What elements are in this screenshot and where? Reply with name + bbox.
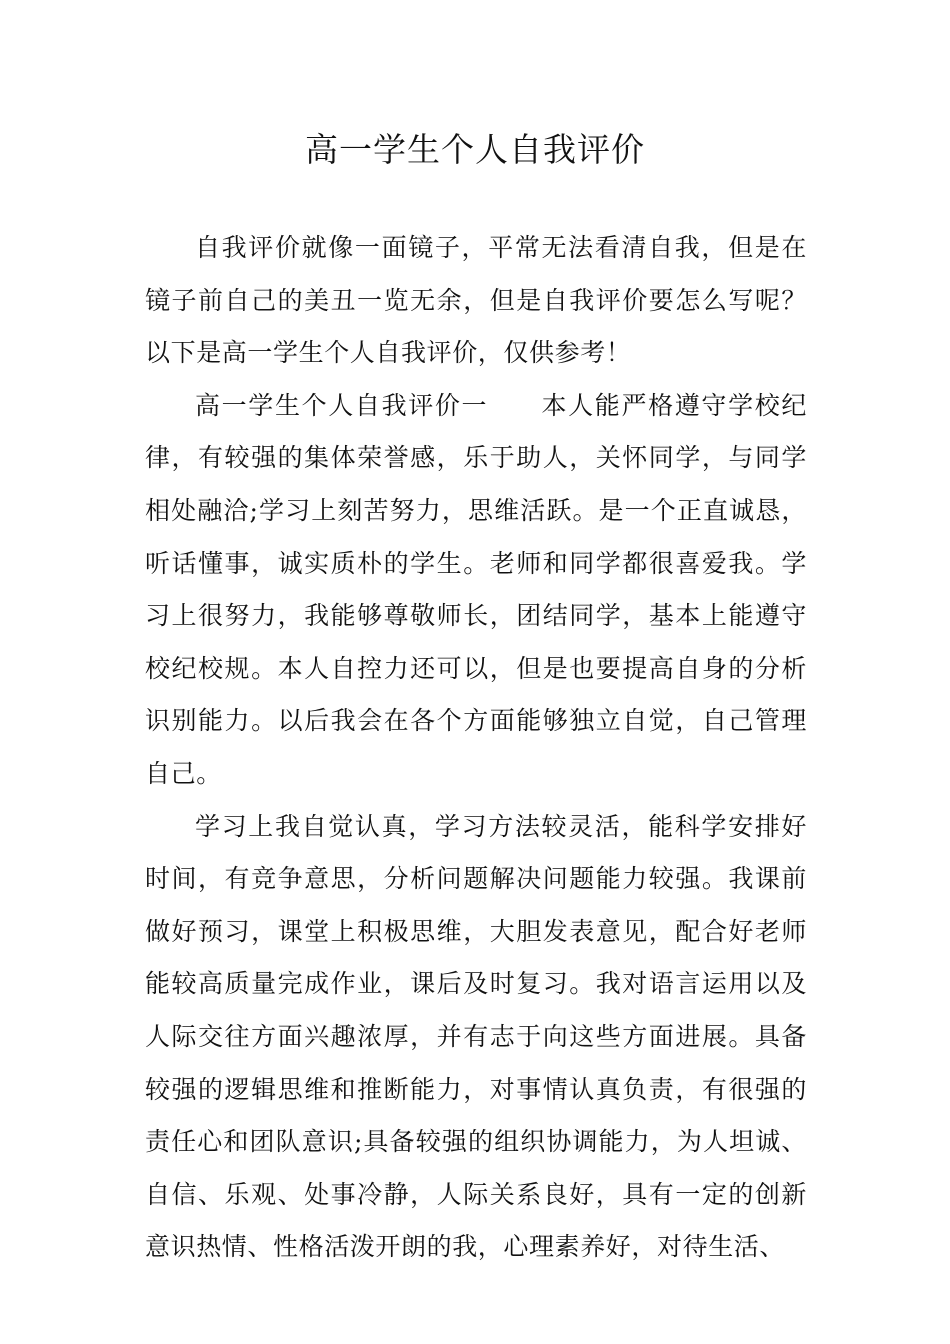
evaluation-one-paragraph: 高一学生个人自我评价一 本人能严格遵守学校纪律，有较强的集体荣誉感，乐于助人，关怀同学，与同学相处融洽;学习上刻苦努力，思维活跃。是一个正直诚恳，听话懂事，诚实质朴的学生。老师和同学都很喜爱我。学习上很努力，我能够尊敬师长，团结同学，基本上能遵守校纪校规。本人自控力还可以，但是也要提高自身的分析识别能力。以后我会在各个方面能够独立自觉，自己管理自己。 bbox=[145, 390, 807, 788]
page-title: 高一学生个人自我评价 bbox=[305, 130, 645, 169]
study-paragraph: 学习上我自觉认真，学习方法较灵活，能科学安排好时间，有竞争意思，分析问题解决问题能力较强。我课前做好预习，课堂上积极思维，大胆发表意见，配合好老师能较高质量完成作业，课后及时复习。我对语言运用以及人际交往方面兴趣浓厚，并有志于向这些方面进展。具备较强的逻辑思维和推断能力，对事情认真负责，有很强的责任心和团队意识;具备较强的组织协调能力，为人坦诚、自信、乐观、处事冷静，人际关系良好，具有一定的创新意识热情、性格活泼开朗的我，心理素养好，对待生活、 bbox=[145, 811, 807, 1262]
intro-paragraph: 自我评价就像一面镜子，平常无法看清自我，但是在镜子前自己的美丑一览无余，但是自我评价要怎么写呢？以下是高一学生个人自我评价，仅供参考！ bbox=[145, 233, 807, 368]
document-body bbox=[145, 222, 807, 1274]
